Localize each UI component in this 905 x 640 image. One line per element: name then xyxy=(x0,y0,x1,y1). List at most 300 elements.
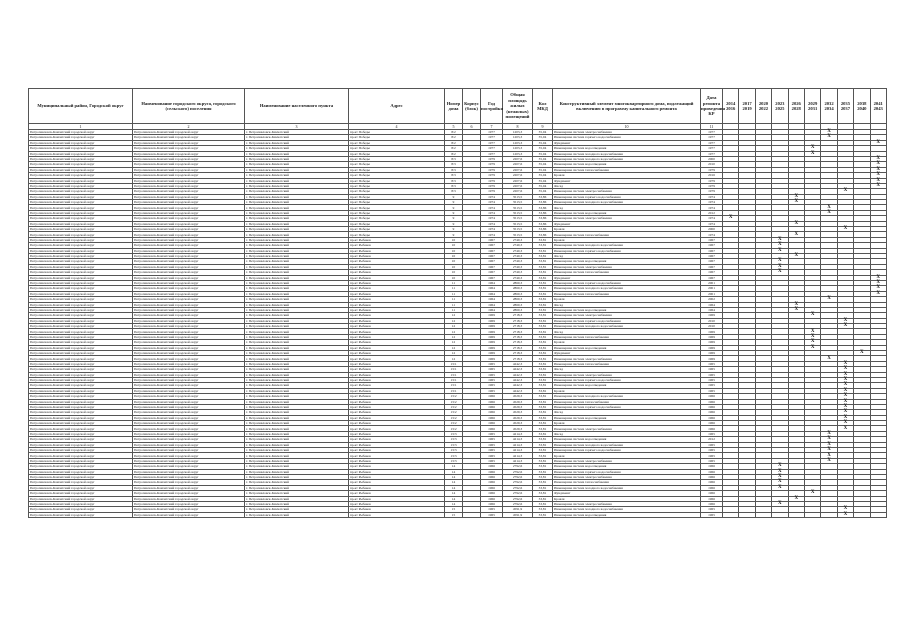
year-built-cell: 1965 xyxy=(481,367,503,372)
element-cell: Фундамент xyxy=(553,275,701,280)
period-cell xyxy=(739,512,755,517)
district-cell: Петропавловск-Камчатский городской округ xyxy=(29,469,133,474)
period-cell xyxy=(854,512,870,517)
settlement-cell: Петропавловск-Камчатский городской округ xyxy=(133,259,245,264)
repair-date-cell: 1969 xyxy=(701,329,723,334)
repair-date-cell: 1965 xyxy=(701,507,723,512)
year-built-cell: 1967 xyxy=(481,259,503,264)
period-mark-cell: X xyxy=(837,318,853,323)
mkd-count-cell: 33,81 xyxy=(533,377,553,382)
area-cell: 2792,6 xyxy=(503,469,533,474)
district-cell: Петропавловск-Камчатский городской округ xyxy=(29,404,133,409)
address-cell: пр-кт Рыбаков xyxy=(349,259,445,264)
mkd-count-cell: 33,81 xyxy=(533,372,553,377)
settlement-cell: Петропавловск-Камчатский городской округ xyxy=(133,372,245,377)
period-mark-cell: X xyxy=(821,356,837,361)
mkd-count-cell: 35,04 xyxy=(533,156,553,161)
mkd-count-cell: 33,81 xyxy=(533,442,553,447)
locality-cell: г. Петропавловск-Камчатский xyxy=(245,259,349,264)
district-cell: Петропавловск-Камчатский городской округ xyxy=(29,200,133,205)
year-built-cell: 1979 xyxy=(481,173,503,178)
locality-cell: г. Петропавловск-Камчатский xyxy=(245,426,349,431)
mkd-count-cell: 33,81 xyxy=(533,512,553,517)
period-mark-cell: X xyxy=(772,243,788,248)
settlement-cell: Петропавловск-Камчатский городской округ xyxy=(133,491,245,496)
year-built-cell: 1977 xyxy=(481,135,503,140)
area-cell: 2792,6 xyxy=(503,501,533,506)
house-number-cell: 11 xyxy=(445,291,463,296)
settlement-cell: Петропавловск-Камчатский городской округ xyxy=(133,297,245,302)
repair-date-cell: 1965 xyxy=(701,377,723,382)
house-number-cell: 12 xyxy=(445,324,463,329)
year-built-cell: 1979 xyxy=(481,189,503,194)
year-built-cell: 1966 xyxy=(481,404,503,409)
locality-cell: г. Петропавловск-Камчатский xyxy=(245,302,349,307)
area-cell: 3513,5 xyxy=(503,194,533,199)
year-built-cell: 1965 xyxy=(481,383,503,388)
address-cell: пр-кт Рыбаков xyxy=(349,475,445,480)
locality-cell: г. Петропавловск-Камчатский xyxy=(245,151,349,156)
locality-cell: г. Петропавловск-Камчатский xyxy=(245,464,349,469)
address-cell: пр-кт Рыбаков xyxy=(349,512,445,517)
column-number: 6 xyxy=(463,124,481,130)
repair-date-cell: 1965 xyxy=(701,361,723,366)
header-house-number: Номер дома xyxy=(445,89,463,124)
column-number: 1 xyxy=(29,124,133,130)
year-built-cell: 1974 xyxy=(481,205,503,210)
district-cell: Петропавловск-Камчатский городской округ xyxy=(29,485,133,490)
period-mark-cell: X xyxy=(772,469,788,474)
settlement-cell: Петропавловск-Камчатский городской округ xyxy=(133,485,245,490)
address-cell: пр-кт Рыбаков xyxy=(349,507,445,512)
year-built-cell: 1966 xyxy=(481,415,503,420)
period-mark-cell: X xyxy=(772,475,788,480)
repair-date-cell: 1965 xyxy=(701,442,723,447)
mkd-count-cell: 35,04 xyxy=(533,135,553,140)
area-cell: 3513,5 xyxy=(503,216,533,221)
repair-date-cell: 1969 xyxy=(701,340,723,345)
locality-cell: г. Петропавловск-Камчатский xyxy=(245,361,349,366)
year-built-cell: 1969 xyxy=(481,356,503,361)
mkd-count-cell: 33,81 xyxy=(533,313,553,318)
address-cell: пр-кт Победы xyxy=(349,189,445,194)
element-cell: Фасад xyxy=(553,253,701,258)
repair-date-cell: 1974 xyxy=(701,221,723,226)
locality-cell: г. Петропавловск-Камчатский xyxy=(245,173,349,178)
period-mark-cell: X xyxy=(837,415,853,420)
district-cell: Петропавловск-Камчатский городской округ xyxy=(29,162,133,167)
district-cell: Петропавловск-Камчатский городской округ xyxy=(29,173,133,178)
period-mark-cell: X xyxy=(870,280,886,285)
settlement-cell: Петропавловск-Камчатский городской округ xyxy=(133,469,245,474)
period-mark-cell: X xyxy=(870,162,886,167)
mkd-count-cell: 33,81 xyxy=(533,421,553,426)
settlement-cell: Петропавловск-Камчатский городской округ xyxy=(133,216,245,221)
period-mark-cell: X xyxy=(854,351,870,356)
mkd-count-cell: 33,81 xyxy=(533,340,553,345)
period-mark-cell: X xyxy=(804,151,820,156)
year-built-cell: 1964 xyxy=(481,307,503,312)
area-cell: 2718,3 xyxy=(503,318,533,323)
repair-date-cell: 1966 xyxy=(701,421,723,426)
mkd-count-cell: 33,81 xyxy=(533,448,553,453)
house-number-cell: 14 xyxy=(445,485,463,490)
address-cell: пр-кт Рыбаков xyxy=(349,501,445,506)
repair-date-cell: 1965 xyxy=(701,431,723,436)
house-number-cell: 12 xyxy=(445,351,463,356)
settlement-cell: Петропавловск-Камчатский городской округ xyxy=(133,210,245,215)
address-cell: пр-кт Победы xyxy=(349,205,445,210)
mkd-count-cell: 33,81 xyxy=(533,334,553,339)
address-cell: пр-кт Победы xyxy=(349,173,445,178)
element-cell: Инженерная система горячего водоснабжения xyxy=(553,377,701,382)
locality-cell: г. Петропавловск-Камчатский xyxy=(245,356,349,361)
period-mark-cell: X xyxy=(788,194,804,199)
year-built-cell: 1965 xyxy=(481,458,503,463)
area-cell: 4242,3 xyxy=(503,388,533,393)
address-cell: пр-кт Рыбаков xyxy=(349,469,445,474)
element-cell: Инженерная система холодного водоснабжения xyxy=(553,156,701,161)
district-cell: Петропавловск-Камчатский городской округ xyxy=(29,232,133,237)
district-cell: Петропавловск-Камчатский городской округ xyxy=(29,329,133,334)
period-mark-cell: X xyxy=(870,275,886,280)
address-cell: пр-кт Рыбаков xyxy=(349,334,445,339)
period-mark-cell: X xyxy=(788,307,804,312)
header-period: 2026 2028 xyxy=(788,89,804,124)
year-built-cell: 1969 xyxy=(481,318,503,323)
address-cell: пр-кт Рыбаков xyxy=(349,243,445,248)
year-built-cell: 1964 xyxy=(481,297,503,302)
mkd-count-cell: 33,81 xyxy=(533,383,553,388)
element-cell: Фундамент xyxy=(553,491,701,496)
year-built-cell: 1966 xyxy=(481,399,503,404)
settlement-cell: Петропавловск-Камчатский городской округ xyxy=(133,275,245,280)
element-cell: Инженерная система теплоснабжения xyxy=(553,334,701,339)
repair-date-cell: 2002 xyxy=(701,297,723,302)
element-cell: Инженерная система теплоснабжения xyxy=(553,270,701,275)
year-built-cell: 1969 xyxy=(481,345,503,350)
settlement-cell: Петропавловск-Камчатский городской округ xyxy=(133,194,245,199)
header-address: Адрес xyxy=(349,89,445,124)
element-cell: Инженерная система горячего водоснабжения xyxy=(553,318,701,323)
locality-cell: г. Петропавловск-Камчатский xyxy=(245,399,349,404)
element-cell: Инженерная система горячего водоснабжения xyxy=(553,469,701,474)
house-number-cell: 8/2 xyxy=(445,151,463,156)
repair-date-cell: 1964 xyxy=(701,302,723,307)
element-cell: Фундамент xyxy=(553,178,701,183)
column-number: 8 xyxy=(503,124,533,130)
area-cell: 2792,6 xyxy=(503,496,533,501)
settlement-cell: Петропавловск-Камчатский городской округ xyxy=(133,345,245,350)
address-cell: пр-кт Победы xyxy=(349,151,445,156)
locality-cell: г. Петропавловск-Камчатский xyxy=(245,280,349,285)
house-number-cell: 13/3 xyxy=(445,458,463,463)
repair-date-cell: 1969 xyxy=(701,313,723,318)
district-cell: Петропавловск-Камчатский городской округ xyxy=(29,297,133,302)
area-cell: 2740,3 xyxy=(503,275,533,280)
element-cell: Фундамент xyxy=(553,351,701,356)
header-row xyxy=(29,89,887,124)
element-cell: Инженерная система холодного водоснабжения xyxy=(553,200,701,205)
house-number-cell: 8/3 xyxy=(445,173,463,178)
repair-date-cell: 1964 xyxy=(701,307,723,312)
house-number-cell: 15 xyxy=(445,512,463,517)
area-cell: 4242,3 xyxy=(503,361,533,366)
house-number-cell: 8/2 xyxy=(445,140,463,145)
column-number: 2 xyxy=(133,124,245,130)
mkd-count-cell: 33,81 xyxy=(533,394,553,399)
year-built-cell: 1966 xyxy=(481,485,503,490)
house-number-cell: 11 xyxy=(445,307,463,312)
area-cell: 4214,3 xyxy=(503,437,533,442)
period-mark-cell: X xyxy=(772,264,788,269)
repair-date-cell: 2012 xyxy=(701,210,723,215)
address-cell: пр-кт Рыбаков xyxy=(349,248,445,253)
mkd-count-cell: 33,81 xyxy=(533,243,553,248)
locality-cell: г. Петропавловск-Камчатский xyxy=(245,475,349,480)
area-cell: 1203,3 xyxy=(503,151,533,156)
settlement-cell: Петропавловск-Камчатский городской округ xyxy=(133,135,245,140)
area-cell: 3513,5 xyxy=(503,221,533,226)
address-cell: пр-кт Победы xyxy=(349,140,445,145)
settlement-cell: Петропавловск-Камчатский городской округ xyxy=(133,421,245,426)
mkd-count-cell: 33,81 xyxy=(533,297,553,302)
repair-date-cell: 1979 xyxy=(701,178,723,183)
address-cell: пр-кт Рыбаков xyxy=(349,280,445,285)
repair-date-cell: 2012 xyxy=(701,437,723,442)
locality-cell: г. Петропавловск-Камчатский xyxy=(245,146,349,151)
header-period: 2035 2037 xyxy=(837,89,853,124)
mkd-count-cell: 33,81 xyxy=(533,415,553,420)
period-mark-cell: X xyxy=(821,448,837,453)
year-built-cell: 1965 xyxy=(481,372,503,377)
area-cell: 2718,3 xyxy=(503,329,533,334)
district-cell: Петропавловск-Камчатский городской округ xyxy=(29,221,133,226)
area-cell: 2740,3 xyxy=(503,270,533,275)
district-cell: Петропавловск-Камчатский городской округ xyxy=(29,313,133,318)
period-mark-cell: X xyxy=(788,302,804,307)
year-built-cell: 1965 xyxy=(481,437,503,442)
district-cell: Петропавловск-Камчатский городской округ xyxy=(29,318,133,323)
locality-cell: г. Петропавловск-Камчатский xyxy=(245,437,349,442)
house-number-cell: 8/3 xyxy=(445,156,463,161)
year-built-cell: 1979 xyxy=(481,167,503,172)
element-cell: Инженерная система электроснабжения xyxy=(553,372,701,377)
element-cell: Инженерная система теплоснабжения xyxy=(553,291,701,296)
period-mark-cell: X xyxy=(788,200,804,205)
mkd-count-cell: 33,81 xyxy=(533,356,553,361)
element-cell: Инженерная система горячего водоснабжения xyxy=(553,248,701,253)
district-cell: Петропавловск-Камчатский городской округ xyxy=(29,345,133,350)
year-built-cell: 1969 xyxy=(481,334,503,339)
settlement-cell: Петропавловск-Камчатский городской округ xyxy=(133,410,245,415)
repair-date-cell: 1977 xyxy=(701,140,723,145)
table-row xyxy=(29,512,887,517)
period-mark-cell: X xyxy=(870,140,886,145)
year-built-cell: 1964 xyxy=(481,302,503,307)
address-cell: пр-кт Рыбаков xyxy=(349,431,445,436)
house-number-cell: 9 xyxy=(445,205,463,210)
period-mark-cell: X xyxy=(837,426,853,431)
settlement-cell: Петропавловск-Камчатский городской округ xyxy=(133,464,245,469)
address-cell: пр-кт Победы xyxy=(349,167,445,172)
year-built-cell: 1966 xyxy=(481,501,503,506)
area-cell: 4529,3 xyxy=(503,415,533,420)
district-cell: Петропавловск-Камчатский городской округ xyxy=(29,146,133,151)
header-period: 2014 2016 xyxy=(723,89,739,124)
element-cell: Инженерная система холодного водоснабжения xyxy=(553,442,701,447)
area-cell: 2207,6 xyxy=(503,162,533,167)
locality-cell: г. Петропавловск-Камчатский xyxy=(245,324,349,329)
locality-cell: г. Петропавловск-Камчатский xyxy=(245,383,349,388)
area-cell: 2740,3 xyxy=(503,253,533,258)
district-cell: Петропавловск-Камчатский городской округ xyxy=(29,216,133,221)
address-cell: пр-кт Рыбаков xyxy=(349,458,445,463)
year-built-cell: 1965 xyxy=(481,431,503,436)
settlement-cell: Петропавловск-Камчатский городской округ xyxy=(133,156,245,161)
address-cell: пр-кт Рыбаков xyxy=(349,480,445,485)
repair-date-cell: 2010 xyxy=(701,324,723,329)
area-cell: 2207,6 xyxy=(503,156,533,161)
area-cell: 2718,3 xyxy=(503,340,533,345)
mkd-count-cell: 33,81 xyxy=(533,388,553,393)
year-built-cell: 1967 xyxy=(481,270,503,275)
repair-date-cell: 1966 xyxy=(701,485,723,490)
house-number-cell: 13/3 xyxy=(445,453,463,458)
locality-cell: г. Петропавловск-Камчатский xyxy=(245,388,349,393)
district-cell: Петропавловск-Камчатский городской округ xyxy=(29,237,133,242)
repair-date-cell: 1966 xyxy=(701,410,723,415)
repair-date-cell: 1974 xyxy=(701,200,723,205)
district-cell: Петропавловск-Камчатский городской округ xyxy=(29,399,133,404)
mkd-count-cell: 33,81 xyxy=(533,270,553,275)
period-mark-cell: X xyxy=(837,507,853,512)
period-mark-cell: X xyxy=(821,210,837,215)
district-cell: Петропавловск-Камчатский городской округ xyxy=(29,361,133,366)
header-period: 2017 2019 xyxy=(739,89,755,124)
mkd-count-cell: 33,86 xyxy=(533,210,553,215)
mkd-count-cell: 33,81 xyxy=(533,361,553,366)
house-number-cell: 10 xyxy=(445,264,463,269)
repair-date-cell: 1967 xyxy=(701,253,723,258)
district-cell: Петропавловск-Камчатский городской округ xyxy=(29,356,133,361)
area-cell: 2792,6 xyxy=(503,485,533,490)
address-cell: пр-кт Победы xyxy=(349,135,445,140)
area-cell: 3513,5 xyxy=(503,232,533,237)
district-cell: Петропавловск-Камчатский городской округ xyxy=(29,178,133,183)
period-mark-cell: X xyxy=(870,173,886,178)
settlement-cell: Петропавловск-Камчатский городской округ xyxy=(133,324,245,329)
period-mark-cell: X xyxy=(788,253,804,258)
address-cell: пр-кт Победы xyxy=(349,194,445,199)
mkd-count-cell: 33,86 xyxy=(533,194,553,199)
element-cell: Инженерная система холодного водоснабжения xyxy=(553,243,701,248)
district-cell: Петропавловск-Камчатский городской округ xyxy=(29,227,133,232)
year-built-cell: 1964 xyxy=(481,291,503,296)
repair-date-cell: 1967 xyxy=(701,243,723,248)
locality-cell: г. Петропавловск-Камчатский xyxy=(245,329,349,334)
area-cell: 4529,3 xyxy=(503,404,533,409)
year-built-cell: 1979 xyxy=(481,156,503,161)
settlement-cell: Петропавловск-Камчатский городской округ xyxy=(133,280,245,285)
locality-cell: г. Петропавловск-Камчатский xyxy=(245,140,349,145)
element-cell: Кровля xyxy=(553,237,701,242)
locality-cell: г. Петропавловск-Камчатский xyxy=(245,297,349,302)
period-mark-cell: X xyxy=(788,232,804,237)
year-built-cell: 1965 xyxy=(481,388,503,393)
district-cell: Петропавловск-Камчатский городской округ xyxy=(29,496,133,501)
column-number: 3 xyxy=(245,124,349,130)
repair-date-cell: 1965 xyxy=(701,367,723,372)
year-built-cell: 1966 xyxy=(481,475,503,480)
period-mark-cell: X xyxy=(837,361,853,366)
locality-cell: г. Петропавловск-Камчатский xyxy=(245,178,349,183)
district-cell: Петропавловск-Камчатский городской округ xyxy=(29,426,133,431)
year-built-cell: 1965 xyxy=(481,453,503,458)
element-cell: Инженерная система водоотведения xyxy=(553,307,701,312)
house-number-cell: 13/1 xyxy=(445,388,463,393)
year-built-cell: 1977 xyxy=(481,146,503,151)
district-cell: Петропавловск-Камчатский городской округ xyxy=(29,410,133,415)
locality-cell: г. Петропавловск-Камчатский xyxy=(245,167,349,172)
house-number-cell: 8/3 xyxy=(445,189,463,194)
period-mark-cell: X xyxy=(821,297,837,302)
element-cell: Инженерная система холодного водоснабжения xyxy=(553,485,701,490)
settlement-cell: Петропавловск-Камчатский городской округ xyxy=(133,388,245,393)
locality-cell: г. Петропавловск-Камчатский xyxy=(245,205,349,210)
repair-date-cell: 1966 xyxy=(701,399,723,404)
year-built-cell: 1966 xyxy=(481,410,503,415)
address-cell: пр-кт Победы xyxy=(349,227,445,232)
mkd-count-cell: 33,81 xyxy=(533,275,553,280)
locality-cell: г. Петропавловск-Камчатский xyxy=(245,216,349,221)
district-cell: Петропавловск-Камчатский городской округ xyxy=(29,340,133,345)
header-repair-date: Дата ремонта проведения КР xyxy=(701,89,723,124)
address-cell: пр-кт Рыбаков xyxy=(349,237,445,242)
locality-cell: г. Петропавловск-Камчатский xyxy=(245,372,349,377)
address-cell: пр-кт Рыбаков xyxy=(349,264,445,269)
settlement-cell: Петропавловск-Камчатский городской округ xyxy=(133,394,245,399)
house-number-cell: 13/2 xyxy=(445,426,463,431)
repair-date-cell: 1969 xyxy=(701,345,723,350)
settlement-cell: Петропавловск-Камчатский городской округ xyxy=(133,291,245,296)
house-number-cell: 10 xyxy=(445,248,463,253)
element-cell: Инженерная система электроснабжения xyxy=(553,189,701,194)
element-cell: Фасад xyxy=(553,205,701,210)
period-mark-cell: X xyxy=(870,183,886,188)
mkd-count-cell: 33,86 xyxy=(533,216,553,221)
repair-date-cell: 2016 xyxy=(701,173,723,178)
mkd-count-cell: 33,81 xyxy=(533,469,553,474)
house-number-cell: 13/2 xyxy=(445,399,463,404)
repair-date-cell: 1969 xyxy=(701,334,723,339)
settlement-cell: Петропавловск-Камчатский городской округ xyxy=(133,453,245,458)
element-cell: Инженерная система водоотведения xyxy=(553,437,701,442)
settlement-cell: Петропавловск-Камчатский городской округ xyxy=(133,367,245,372)
settlement-cell: Петропавловск-Камчатский городской округ xyxy=(133,253,245,258)
settlement-cell: Петропавловск-Камчатский городской округ xyxy=(133,318,245,323)
house-number-cell: 12 xyxy=(445,334,463,339)
year-built-cell: 1974 xyxy=(481,210,503,215)
address-cell: пр-кт Рыбаков xyxy=(349,426,445,431)
period-mark-cell: X xyxy=(821,130,837,135)
house-number-cell: 9 xyxy=(445,221,463,226)
settlement-cell: Петропавловск-Камчатский городской округ xyxy=(133,313,245,318)
locality-cell: г. Петропавловск-Камчатский xyxy=(245,275,349,280)
element-cell: Инженерная система холодного водоснабжения xyxy=(553,394,701,399)
locality-cell: г. Петропавловск-Камчатский xyxy=(245,480,349,485)
period-cell xyxy=(755,512,771,517)
